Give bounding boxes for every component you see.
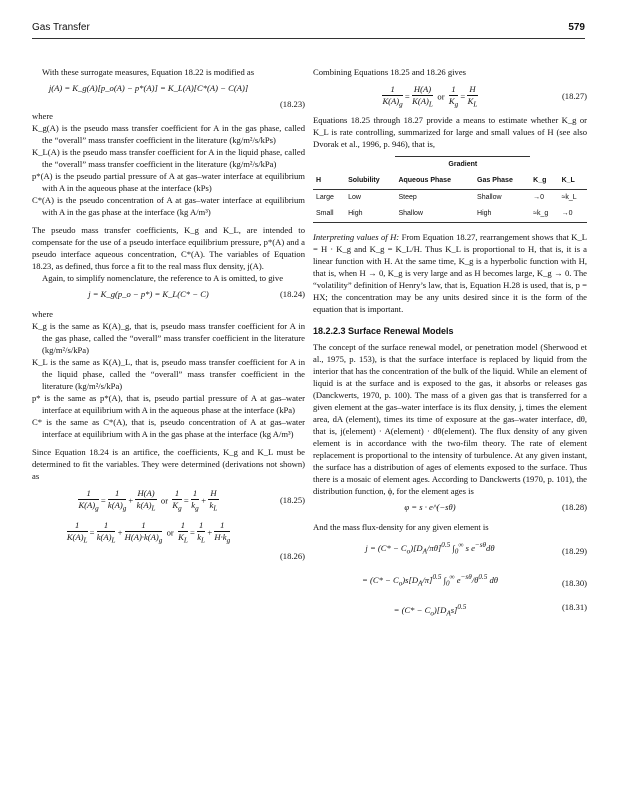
right-column — [313, 66, 587, 621]
equation-number: (18.23) — [279, 99, 305, 109]
table-cell: Low — [348, 194, 361, 201]
or-label: or — [437, 91, 445, 102]
definition-item: K_g(A) is the pseudo mass transfer coefficient for A in the gas phase, called the “overall” mass transfer coefficient in the literature (kg/m²/s/kPs) — [32, 123, 305, 145]
definition-item: K_L is the same as K(A)_L, that is, pseudo mass transfer coefficient for A in the liquid phase, called the “overall” mass transfer coefficient in the literature (kg/m²/s/kPa) — [32, 357, 305, 391]
table-cell: Shallow — [395, 206, 474, 223]
table-cell: Small — [313, 206, 345, 223]
table-header-row — [313, 173, 587, 190]
equation-number: (18.28) — [561, 502, 587, 512]
equation-18-26: $\frac{1}{K(A)_L}$ = $\frac{1}{k(A)_L}$ + $\frac{1}{H(A)\cdot k(A)_g}$ or $\frac{1}{K_L}$ = $\frac{1}{k_L}$ + $\frac{1}{H\cdot k_g}$ — [66, 520, 231, 545]
definition-item: C* is the same as C*(A), that is, pseudo concentration of A at gas–water interface at equilibrium with A in the gas phase at the interface (kg A/m³) — [32, 417, 305, 439]
table-group-header: Gradient — [395, 157, 530, 174]
equation-number: (18.26) — [279, 551, 305, 561]
paragraph: Equations 18.25 through 18.27 provide a means to estimate whether K_g or K_L is rate controlling, summarized for large and small values of H (see also Dvorak et al., 1996, p. 946), that is, — [313, 115, 587, 149]
equation-expr: j = K_g(p_o − p*) = K_L(C* − C) — [88, 289, 209, 299]
equation-number: (18.24) — [279, 289, 305, 299]
paragraph: The concept of the surface renewal model, or penetration model (Sherwood et al., 1975, p. 153), is that the surface interface is replaced by liquid from the interior that has the concentration of the bulk of the liquid. While an element of liquid is at the surface and is exposed to the gas, it absorbs or releases gas (Danckwerts, 1970, p. 100). The mass of a given gas that is transferred for a given element at the gas–water interface is its flux density, j, times the element area, dA (element), times its time of exposure at the gas–water interface, dθ, that is, j(element) · A(element) · dθ(element). The flux density of any given element is in accordance with the two-film theory. The rate of element replacement is proportional to the intensity of turbulence. At any given instant, the surface has a distribution of ages of elements exposed to the surface. Thus there is a mosaic of element ages. According to Danckwerts (1970, p. 101), the distribution function, ϕ, for the element ages is — [313, 342, 587, 496]
running-title: Gas Transfer — [32, 22, 90, 33]
paragraph: Since Equation 18.24 is an artifice, the coefficients, K_g and K_L must be determined to fit the variables. They were determined (derivations not shown) as — [32, 447, 305, 481]
definition-item: K_L(A) is the pseudo mass transfer coefficient for A in the liquid phase, called the “overall” mass transfer coefficient in the literature (kg/m²/s/kPa) — [32, 147, 305, 169]
table-cell: →0 — [533, 194, 545, 201]
table-cell: ≈k_L — [561, 194, 577, 201]
equation-18-30: = $(C* - C_o)s[D_A/\pi]^{0.5}$ $\int_0^\infty$ $e^{-s\theta}/\theta^{0.5}$ dθ (18.30) — [362, 573, 587, 588]
header-rule — [32, 38, 585, 39]
equation-number: (18.25) — [279, 495, 305, 505]
table-cell: ≈k_g — [530, 206, 558, 223]
column-header: Gas Phase — [474, 173, 530, 190]
paragraph: Again, to simplify nomenclature, the reference to A is omitted, to give — [42, 273, 284, 283]
left-column — [32, 66, 305, 562]
column-header: K_L — [559, 173, 587, 190]
equation-18-29: $j = (C* - C_o)[D_A/\pi\theta]^{0.5}$ $\int_0^\infty$ s $e^{-s\theta}d\theta$ (18.29) — [365, 541, 587, 556]
section-heading: 18.2.2.3 Surface Renewal Models — [313, 326, 454, 336]
rate-control-table — [313, 156, 587, 223]
equation-18-28 — [313, 501, 587, 517]
equation-number: (18.29) — [561, 546, 587, 556]
definition-item: K_g is the same as K(A)_g, that is, pseudo mass transfer coefficient for A in the gas phase, called the “overall” mass transfer coefficient in the literature (kg/m²/s/kPa) — [32, 321, 305, 355]
equation-18-31: = $(C* - C_o)[D_As]^{0.5}$ (18.31) — [393, 602, 587, 618]
or-label: or — [166, 527, 174, 538]
table-cell: →0 — [559, 206, 587, 223]
table-cell: High — [474, 206, 530, 223]
table-row — [313, 206, 587, 223]
equation-18-25: $\frac{1}{K(A)_g}$ = $\frac{1}{k(A)_g}$ + $\frac{H(A)}{k(A)_L}$ or $\frac{1}{K_g}$ = $\frac{1}{k_g}$ + $\frac{H}{k_L}$ (18.25) — [78, 488, 305, 513]
running-header — [32, 22, 585, 36]
table-cell: Large — [316, 194, 334, 201]
table-cell: High — [345, 206, 395, 223]
paragraph-body: From Equation 18.27, rearrangement shows that K_L = H · K_g and K_g = K_L/H. Thus K_L is proportional to H, that is, it is a linear function with H. At the same time, K_g is a hyperbolic function with H, that is, when H → 0, K_g is very large and as H becomes large, K_g → 0. The “volatility” definition of Henry’s law, that is, Equation H.28 is used, that is, p = HX; the concentration may be any units desired since it is the form of the equation that is important. — [313, 232, 587, 314]
paragraph: And the mass flux-density for any given element is — [313, 522, 489, 532]
definition-item: p* is the same as p*(A), that is, pseudo partial pressure of A at gas–water interface at equilibrium with A in the aqueous phase at the interface (kPa) — [32, 393, 305, 415]
definition-item: C*(A) is the pseudo concentration of A at gas–water interface at equilibrium with A in the gas phase at the interface (kg A/m³) — [32, 195, 305, 217]
where-label: where — [32, 309, 53, 319]
equation-number: (18.27) — [561, 91, 587, 101]
column-header: Aqueous Phase — [395, 173, 474, 190]
paragraph: Combining Equations 18.25 and 18.26 gives — [313, 67, 467, 77]
equation-expr: φ = s · e^(−sθ) — [404, 502, 456, 512]
page-number: 579 — [568, 22, 585, 33]
paragraph — [313, 231, 587, 315]
table-cell: Steep — [398, 194, 417, 201]
equation-number: (18.31) — [561, 602, 587, 612]
equation-18-27: $\frac{1}{K(A)_g}$ = $\frac{H(A)}{K(A)_L}$ or $\frac{1}{K_g}$ = $\frac{H}{K_L}$ (18.27) — [382, 84, 587, 109]
definition-item: p*(A) is the pseudo partial pressure of A at gas–water interface at equilibrium with A in the aqueous phase at the interface (kPs) — [32, 171, 305, 193]
equation-expr: j(A) = K_g(A)[p_o(A) − p*(A)] = K_L(A)[C*(A) − C(A)] — [48, 83, 249, 93]
where-label: where — [32, 111, 53, 121]
or-label: or — [160, 495, 169, 506]
column-header: K_g — [530, 173, 558, 190]
equation-18-24 — [32, 288, 305, 304]
table-row — [313, 190, 587, 207]
column-header: H — [313, 173, 345, 190]
paragraph-lead: Interpreting values of H: — [313, 232, 400, 242]
paragraph: The pseudo mass transfer coefficients, K_g and K_L, are intended to compensate for the use of a pseudo interface equilibrium pressure, p*(A) and a pseudo interface aqueous concentration, C*(A). The variables of Equation 18.23, as defined, thus force a fit to the real mass flux density, j(A). — [32, 225, 305, 271]
paragraph: With these surrogate measures, Equation 18.22 is modified as — [42, 67, 255, 77]
equation-18-23 — [32, 82, 305, 98]
equation-number: (18.30) — [561, 578, 587, 588]
table-cell: Shallow — [477, 194, 502, 201]
column-header: Solubility — [345, 173, 395, 190]
